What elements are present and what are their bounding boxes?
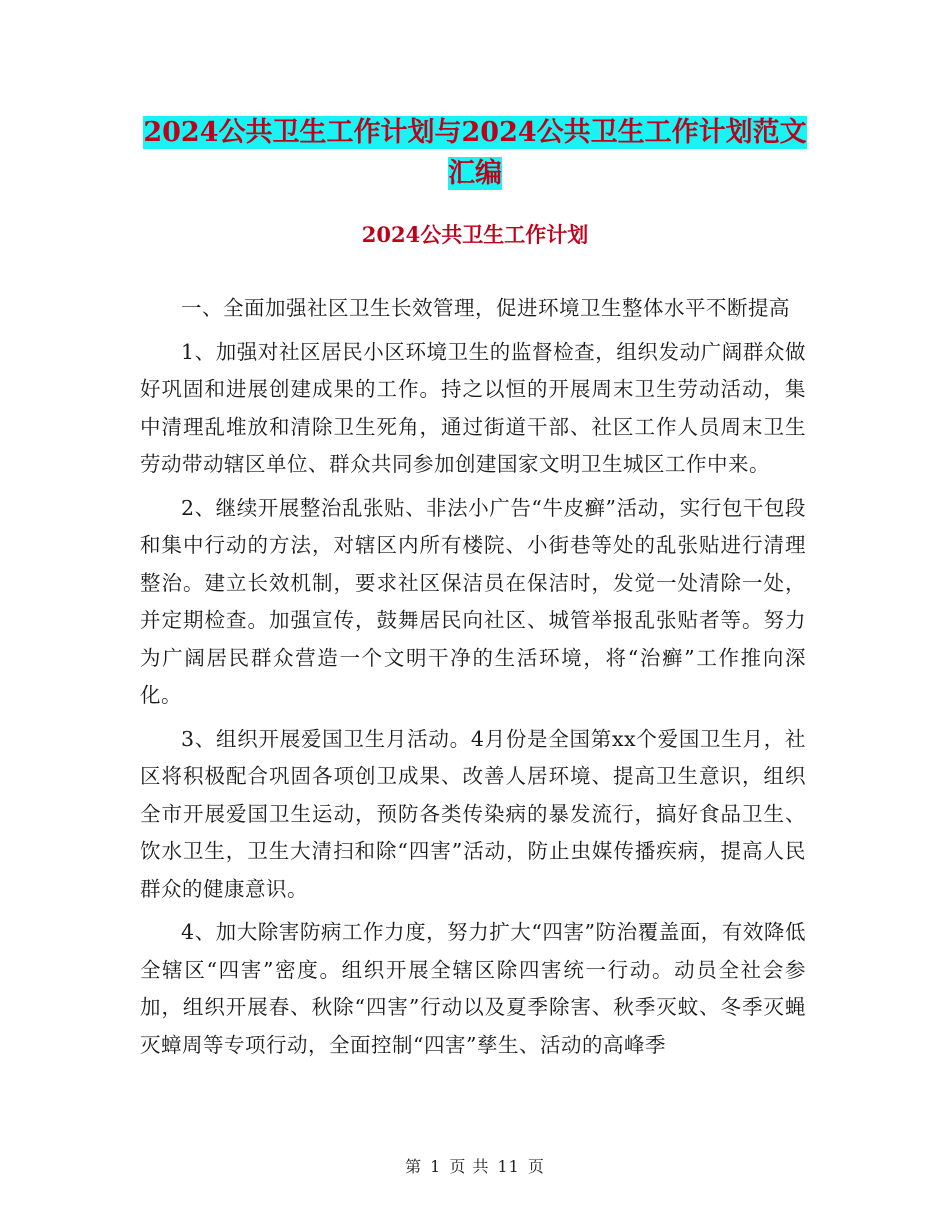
- footer-total-pages: 11: [497, 1157, 520, 1176]
- document-title: [140, 112, 810, 194]
- document-body: [140, 290, 806, 1070]
- title-highlight: 2024公共卫生工作计划与2024公共卫生工作计划范文汇编: [143, 117, 807, 189]
- page-footer: [0, 1154, 950, 1177]
- section-title: 2024公共卫生工作计划: [361, 222, 589, 247]
- footer-page-number: 1: [430, 1157, 442, 1176]
- footer-prefix: 第: [405, 1157, 423, 1176]
- paragraph-item-3: 3、组织开展爱国卫生月活动。4月份是全国第xx个爱国卫生月，社区将积极配合巩固各项创卫成果、改善人居环境、提高卫生意识，组织全市开展爱国卫生运动，预防各类传染病的暴发流行，搞好食品卫生、饮水卫生，卫生大清扫和除“四害”活动，防止虫媒传播疾病，提高人民群众的健康意识。: [140, 726, 806, 901]
- paragraph-item-4: 4、加大除害防病工作力度，努力扩大“四害”防治覆盖面，有效降低全辖区“四害”密度。组织开展全辖区除四害统一行动。动员全社会参加，组织开展春、秋除“四害”行动以及夏季除害、秋季灭蚊、冬季灭蝇灭蟑周等专项行动，全面控制“四害”孳生、活动的高峰季: [140, 920, 806, 1057]
- footer-suffix: 页: [527, 1157, 545, 1176]
- paragraph-heading-1: 一、全面加强社区卫生长效管理，促进环境卫生整体水平不断提高: [181, 296, 790, 320]
- footer-mid: 页 共: [449, 1157, 490, 1176]
- paragraph-item-2: 2、继续开展整治乱张贴、非法小广告“牛皮癣”活动，实行包干包段和集中行动的方法，对辖区内所有楼院、小街巷等处的乱张贴进行清理整治。建立长效机制，要求社区保洁员在保洁时，发觉一处清除一处，并定期检查。加强宣传，鼓舞居民向社区、城管举报乱张贴者等。努力为广阔居民群众营造一个文明干净的生活环境，将“治癣”工作推向深化。: [140, 495, 806, 707]
- paragraph-item-1: 1、加强对社区居民小区环境卫生的监督检查，组织发动广阔群众做好巩固和进展创建成果的工作。持之以恒的开展周末卫生劳动活动，集中清理乱堆放和清除卫生死角，通过街道干部、社区工作人员周末卫生劳动带动辖区单位、群众共同参加创建国家文明卫生城区工作中来。: [140, 339, 806, 476]
